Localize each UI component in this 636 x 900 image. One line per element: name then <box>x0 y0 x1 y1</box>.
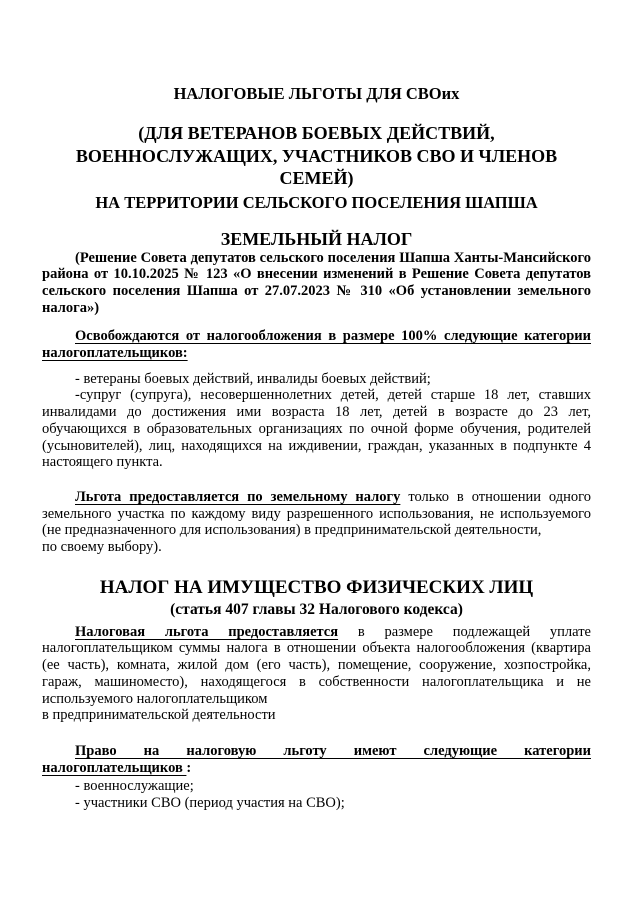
property-tax-benefit-rest: в размере подлежащей уплате налогоплательщиком суммы налога в отношении объекта налогообложения (квартира (ее часть), комната, жилой дом (его часть), помещение, сооружение, хозпостройка, гараж, машиноместо), находящегося в собственности налогоплательщика и не используемого налогоплательщиком <box>42 623 591 707</box>
land-tax-exemption-intro: Освобождаются от налогообложения в размере 100% следующие категории налогоплательщиков: <box>42 328 591 362</box>
territory-heading: НА ТЕРРИТОРИИ СЕЛЬСКОГО ПОСЕЛЕНИЯ ШАПША <box>95 192 538 212</box>
land-tax-section <box>42 229 591 556</box>
document-subtitle <box>42 122 591 190</box>
land-tax-heading: ЗЕМЕЛЬНЫЙ НАЛОГ <box>220 228 413 249</box>
property-tax-right-paragraph <box>42 743 591 776</box>
land-tax-benefit-tail: по своему выбору). <box>42 539 162 556</box>
subtitle-line: ВОЕННОСЛУЖАЩИХ, УЧАСТНИКОВ СВО И ЧЛЕНОВ <box>75 145 558 166</box>
land-tax-category-item: -супруг (супруга), несовершеннолетних детей, детей старше 18 лет, ставших инвалидами до достижения ими возраста 18 лет, детей в возрасте до 23 лет, обучающихся в образовательных организациях по очной форме обучения, родителей (усыновителей), лиц, находящихся на иждивении, граждан, указанных в подпункте 4 настоящего пункта. <box>42 387 591 471</box>
land-tax-category-item: - ветераны боевых действий, инвалиды боевых действий; <box>75 370 431 387</box>
property-tax-subheading: (статья 407 главы 32 Налогового кодекса) <box>170 600 463 618</box>
property-tax-right-colon: : <box>186 759 192 776</box>
property-tax-right-lead: Право на налоговую льготу имеют следующие категории налогоплательщиков <box>42 742 591 776</box>
property-tax-section <box>42 576 591 812</box>
property-tax-benefit-tail: в предпринимательской деятельности <box>42 707 276 724</box>
page-title: НАЛОГОВЫЕ ЛЬГОТЫ ДЛЯ СВОих <box>173 84 460 103</box>
subtitle-line: (ДЛЯ ВЕТЕРАНОВ БОЕВЫХ ДЕЙСТВИЙ, <box>138 123 495 143</box>
land-tax-benefit-paragraph <box>42 489 591 539</box>
property-tax-category-item: - участники СВО (период участия на СВО); <box>75 795 345 812</box>
property-tax-benefit-lead: Налоговая льгота предоставляется <box>75 623 339 640</box>
property-tax-category-item: - военнослужащие; <box>75 778 194 795</box>
subtitle-line: СЕМЕЙ) <box>279 168 354 188</box>
property-tax-benefit-paragraph <box>42 624 591 708</box>
land-tax-benefit-lead: Льгота предоставляется по земельному налогу <box>75 488 401 505</box>
land-tax-benefit-rest: только в отношении одного земельного участка по каждому виду разрешенного использования, не используемого (не предназначенного для использования) в предпринимательской деятельности, <box>42 488 591 539</box>
land-tax-decision-paragraph: (Решение Совета депутатов сельского поселения Шапша Ханты-Мансийского района от 10.10.2025 № 123 «О внесении изменений в Решение Совета депутатов сельского поселения Шапша от 27.07.2023 № 310 «Об установлении земельного налога») <box>42 249 591 316</box>
property-tax-heading: НАЛОГ НА ИМУЩЕСТВО ФИЗИЧЕСКИХ ЛИЦ <box>99 576 534 598</box>
